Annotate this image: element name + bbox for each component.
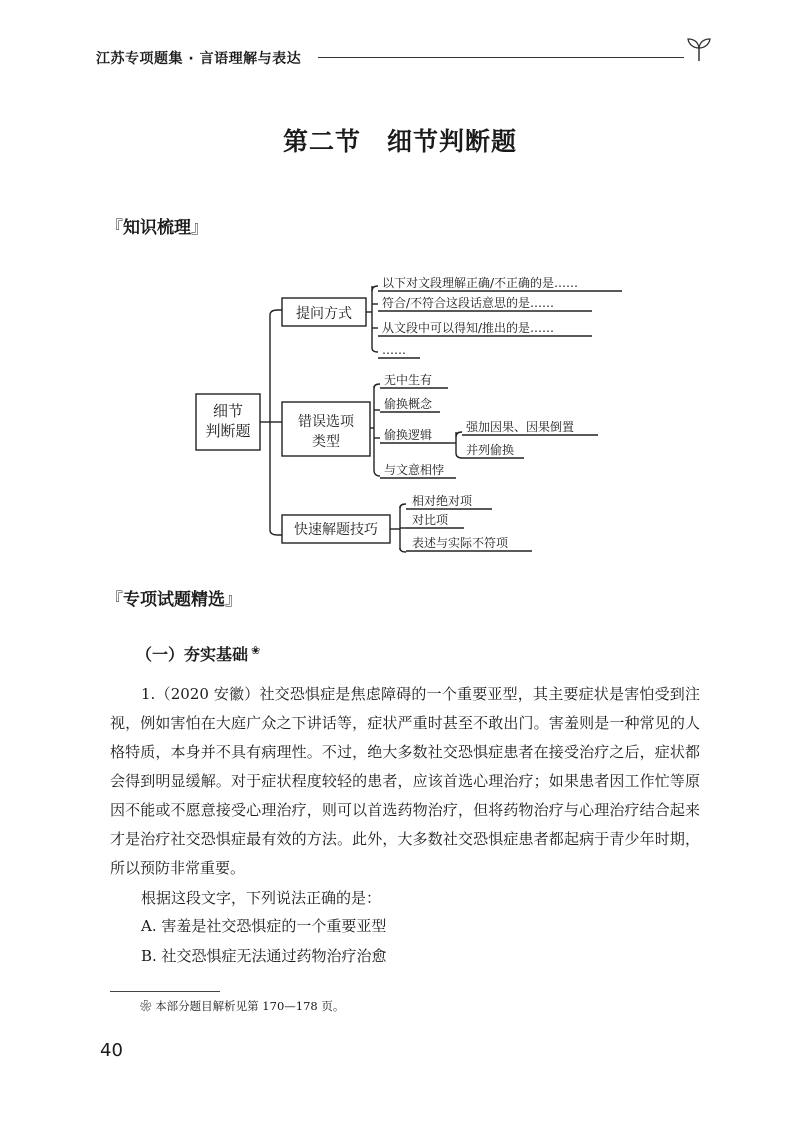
- leaf-item: 偷换逻辑: [384, 428, 433, 442]
- leaf-item: 无中生有: [384, 373, 433, 387]
- header-rule: [318, 57, 684, 58]
- subsection-heading: （一）夯实基础 ❀: [136, 643, 261, 664]
- question-text: 1.（2020 安徽）社交恐惧症是焦虑障碍的一个重要亚型，其主要症状是害怕受到注视，例如害怕在大庭广众之下讲话等，症状严重时甚至不敢出门。害羞则是一种常见的人格特质，本身并不具有病理性。不过，绝大多数社交恐惧症患者在接受治疗之后，症状都会得到明显缓解。对于症状程度较轻的患者，应该首选心理治疗；如果患者因工作忙等原因不能或不愿意接受心理治疗，则可以首选药物治疗，但将药物治疗与心理治疗结合起来才是治疗社交恐惧症最有效的方法。此外，大多数社交恐惧症患者都起病于青少年时期，所以预防非常重要。: [110, 685, 700, 877]
- leaf-item: 相对绝对项: [412, 494, 473, 508]
- root-label-line2: 判断题: [205, 422, 251, 440]
- leaf-item: ……: [382, 343, 406, 357]
- page-number: 40: [100, 1040, 123, 1061]
- sub-leaf-item: 并列偷换: [466, 443, 515, 457]
- question-passage: [110, 680, 700, 883]
- branch-label-1: 提问方式: [296, 306, 352, 322]
- leaf-item: 与文意相悖: [384, 463, 445, 477]
- leaf-item: 从文段中可以得知/推出的是……: [382, 321, 555, 335]
- branch-label-2a: 错误选项: [298, 414, 354, 430]
- leaf-item: 偷换概念: [384, 397, 433, 411]
- section-title: 第二节 细节判断题: [282, 127, 517, 156]
- sub-leaf-item: 强加因果、因果倒置: [466, 420, 575, 434]
- option-a: A. 害羞是社交恐惧症的一个重要亚型: [141, 917, 387, 935]
- branch-label-2b: 类型: [312, 434, 340, 450]
- leaf-item: 符合/不符合这段话意思的是……: [382, 296, 555, 310]
- question-prompt: 根据这段文字，下列说法正确的是：: [141, 889, 382, 907]
- star-icon: ❀: [251, 643, 261, 657]
- branch-label-3: 快速解题技巧: [294, 522, 378, 538]
- leaf-item: 以下对文段理解正确/不正确的是……: [382, 276, 579, 290]
- root-label-line1: 细节: [212, 402, 244, 420]
- footnote-star-icon: ❀: [140, 999, 152, 1013]
- knowledge-heading: 『知识梳理』: [106, 218, 208, 238]
- footnote-rule: [110, 991, 220, 992]
- option-b: B. 社交恐惧症无法通过药物治疗治愈: [141, 947, 387, 965]
- footnote: ❀ 本部分题目解析见第 170—178 页。: [140, 999, 345, 1013]
- leaf-item: 表述与实际不符项: [412, 536, 509, 550]
- practice-heading: 『专项试题精选』: [106, 590, 242, 610]
- running-header: 江苏专项题集 · 言语理解与表达: [96, 51, 302, 67]
- sprout-icon: [684, 36, 714, 62]
- mind-map: [0, 260, 800, 560]
- leaf-item: 对比项: [412, 513, 449, 527]
